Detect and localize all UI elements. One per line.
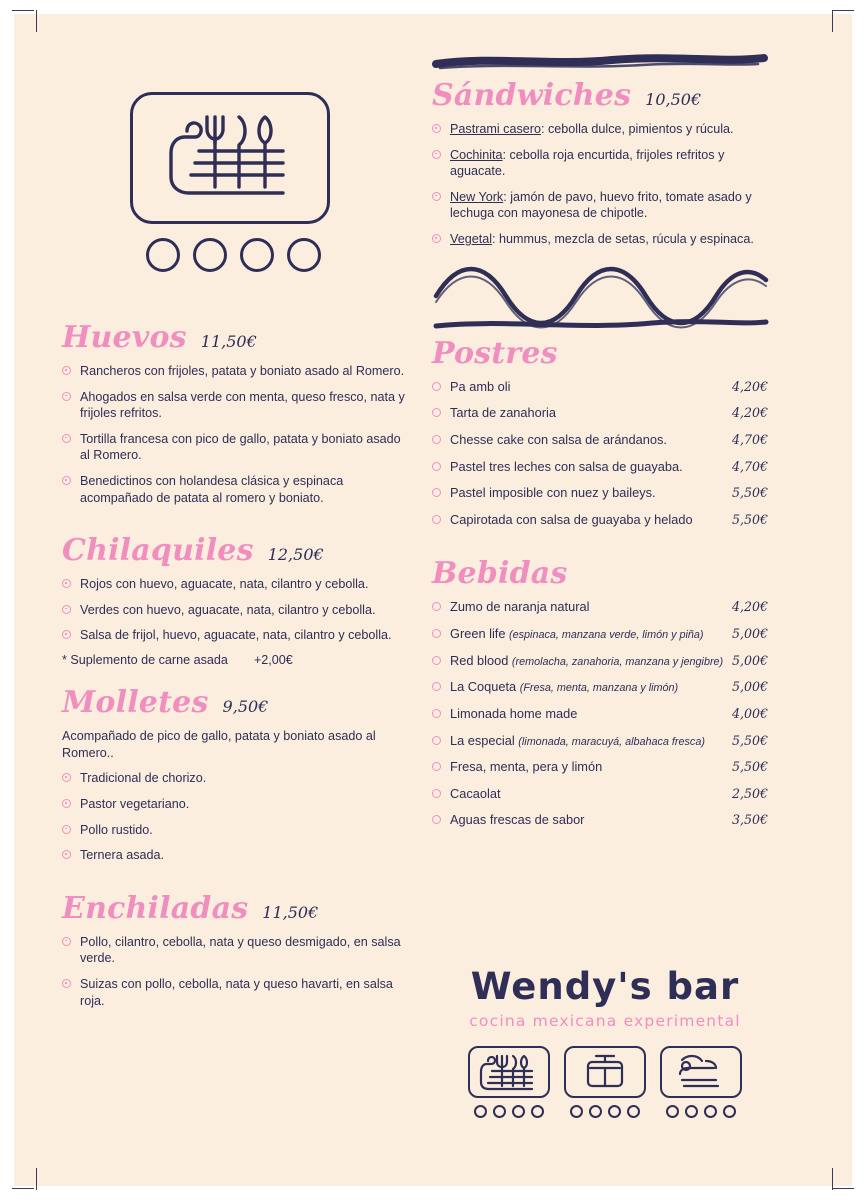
- item-name: Capirotada con salsa de guayaba y helado: [450, 511, 693, 527]
- molletes-note: Acompañado de pico de gallo, patata y boniato asado al Romero..: [62, 729, 376, 760]
- list-item: [62, 576, 412, 593]
- icon-dots: [468, 1105, 550, 1118]
- section-title: Enchiladas: [62, 890, 249, 926]
- bullet-icon: [62, 605, 71, 614]
- brand-footer: [432, 965, 778, 1118]
- item-text: Pastor vegetariano.: [80, 796, 190, 811]
- bullet-icon: [62, 392, 71, 401]
- item-name: Tarta de zanahoria: [450, 405, 556, 421]
- list-item: [62, 847, 412, 864]
- bullet-icon: [62, 850, 71, 859]
- table-row: [432, 459, 778, 476]
- item-name: Chesse cake con salsa de arándanos.: [450, 431, 667, 447]
- bullet-icon: [432, 515, 441, 524]
- left-column: [62, 320, 412, 1018]
- section-price: 11,50€: [200, 332, 257, 351]
- bullet-icon: [432, 192, 441, 201]
- item-price: 5,50€: [732, 732, 769, 748]
- bullet-icon: [62, 773, 71, 782]
- item-name: [450, 706, 732, 723]
- list-item: [432, 189, 778, 222]
- list-item: [432, 231, 778, 248]
- supplement-price: +2,00€: [253, 653, 293, 668]
- supplement-row: [62, 653, 412, 667]
- item-sub: (remolacha, zanahoria, manzana y jengibre): [511, 655, 724, 668]
- bullet-icon: [432, 789, 441, 798]
- bullet-icon: [432, 488, 441, 497]
- table-row: [432, 432, 778, 449]
- section-title: Chilaquiles: [62, 533, 254, 569]
- table-row: [432, 512, 778, 529]
- bullet-icon: [432, 815, 441, 824]
- icon-dots: [660, 1105, 742, 1118]
- item-price: 4,00€: [732, 705, 769, 721]
- list-item: [62, 389, 412, 422]
- item-price: 4,70€: [732, 431, 769, 447]
- table-row: [432, 759, 778, 776]
- list-item: [62, 934, 412, 967]
- wave-divider: [432, 262, 772, 332]
- item-name: [450, 679, 732, 696]
- bullet-icon: [432, 629, 441, 638]
- item-price: 5,00€: [732, 626, 769, 642]
- item-text: Benedictinos con holandesa clásica y espinaca acompañado de patata al romero y boniato.: [80, 474, 344, 505]
- brush-stroke-divider: [432, 52, 772, 68]
- item-name: Pa amb oli: [450, 378, 511, 394]
- item-name: [450, 733, 732, 750]
- postres-item-list: [432, 379, 778, 529]
- item-price: 5,00€: [732, 652, 769, 668]
- molletes-item-list: [62, 770, 412, 863]
- bullet-icon: [432, 435, 441, 444]
- table-row: [432, 379, 778, 396]
- item-text: Pollo, cilantro, cebolla, nata y queso desmigado, en salsa verde.: [80, 934, 401, 966]
- item-sub: (espinaca, manzana verde, limón y piña): [509, 629, 704, 642]
- huevos-item-list: [62, 363, 412, 506]
- item-label: Fresa, menta, pera y limón: [450, 759, 603, 775]
- item-name: [450, 626, 732, 643]
- bullet-icon: [432, 124, 441, 133]
- section-chilaquiles: [62, 533, 412, 667]
- bullet-icon: [432, 382, 441, 391]
- item-name: New York: [450, 189, 504, 204]
- item-text: Verdes con huevo, aguacate, nata, cilantro y cebolla.: [80, 602, 376, 617]
- item-desc: : hummus, mezcla de setas, rúcula y espinaca.: [492, 232, 754, 247]
- cutlery-logo-icon: [130, 92, 340, 282]
- bullet-icon: [432, 736, 441, 745]
- item-name: [450, 599, 732, 616]
- item-price: 3,50€: [732, 812, 769, 828]
- cutlery-icon: [468, 1046, 550, 1118]
- section-bebidas: [432, 556, 778, 829]
- bullet-icon: [432, 656, 441, 665]
- item-price: 4,20€: [732, 599, 769, 615]
- item-name: [450, 759, 732, 776]
- section-title: Postres: [432, 335, 558, 371]
- item-desc: : jamón de pavo, huevo frito, tomate asado y lechuga con mayonesa de chipotle.: [450, 189, 752, 221]
- item-text: Salsa de frijol, huevo, aguacate, nata, cilantro y cebolla.: [80, 628, 392, 643]
- item-text: Tortilla francesa con pico de gallo, patata y boniato asado al Romero.: [80, 431, 401, 463]
- item-price: 5,50€: [732, 759, 769, 775]
- item-price: 4,20€: [732, 378, 769, 394]
- item-label: Limonada home made: [450, 705, 578, 721]
- item-name: [450, 786, 732, 803]
- section-huevos: [62, 320, 412, 506]
- sandwiches-item-list: [432, 121, 778, 248]
- logo-dots: [146, 238, 340, 272]
- item-label: Zumo de naranja natural: [450, 599, 590, 615]
- brand-name: Wendy's bar: [470, 965, 740, 1008]
- item-label: La especial: [450, 732, 519, 748]
- item-text: Ternera asada.: [80, 848, 165, 863]
- chilaquiles-item-list: [62, 576, 412, 644]
- item-label: Red blood: [450, 652, 512, 668]
- supplement-label: * Suplemento de carne asada: [62, 653, 228, 668]
- item-text: Suizas con pollo, cebolla, nata y queso havarti, en salsa roja.: [80, 976, 393, 1008]
- item-text: Rancheros con frijoles, patata y boniato asado al Romero.: [80, 364, 405, 378]
- section-price: 9,50€: [222, 697, 269, 717]
- list-item: [432, 147, 778, 180]
- bullet-icon: [62, 979, 71, 988]
- item-price: 4,70€: [732, 458, 769, 474]
- list-item: [62, 602, 412, 619]
- item-name: Cochinita: [450, 147, 503, 162]
- icon-dots: [564, 1105, 646, 1118]
- table-row: [432, 599, 778, 616]
- item-desc: : cebolla roja encurtida, frijoles refritos y aguacate.: [450, 147, 725, 179]
- bullet-icon: [62, 579, 71, 588]
- bullet-icon: [432, 602, 441, 611]
- bullet-icon: [62, 434, 71, 443]
- table-row: [432, 653, 778, 670]
- item-desc: : cebolla dulce, pimientos y rúcula.: [541, 122, 734, 136]
- item-price: 5,50€: [732, 511, 769, 527]
- bullet-icon: [62, 630, 71, 639]
- bebidas-item-list: [432, 599, 778, 829]
- section-price: 12,50€: [267, 545, 324, 565]
- right-column: [432, 52, 778, 839]
- table-row: [432, 405, 778, 422]
- bullet-icon: [432, 408, 441, 417]
- item-price: 2,50€: [732, 785, 769, 801]
- bullet-icon: [62, 799, 71, 808]
- item-label: Green life: [450, 626, 510, 642]
- table-row: [432, 812, 778, 829]
- bullet-icon: [62, 825, 71, 834]
- list-item: [62, 822, 412, 839]
- section-molletes: [62, 685, 412, 864]
- item-sub: (Fresa, menta, manzana y limón): [519, 682, 679, 695]
- item-name: [450, 812, 732, 829]
- item-price: 5,00€: [732, 679, 769, 695]
- bullet-icon: [432, 762, 441, 771]
- list-item: [62, 363, 412, 380]
- brand-icon-row: [432, 1046, 778, 1118]
- bullet-icon: [62, 366, 71, 375]
- list-item: [62, 796, 412, 813]
- section-price: 10,50€: [645, 90, 702, 109]
- section-title: Molletes: [62, 685, 209, 721]
- bullet-icon: [432, 234, 441, 243]
- list-item: [62, 976, 412, 1009]
- enchiladas-item-list: [62, 934, 412, 1009]
- table-row: [432, 626, 778, 643]
- table-row: [432, 485, 778, 502]
- item-text: Tradicional de chorizo.: [80, 771, 207, 786]
- table-row: [432, 733, 778, 750]
- bullet-icon: [432, 709, 441, 718]
- list-item: [62, 627, 412, 644]
- toaster-icon: [564, 1046, 646, 1118]
- section-title: Sándwiches: [432, 78, 632, 113]
- item-sub: (limonada, maracuyá, albahaca fresca): [518, 735, 705, 748]
- section-sandwiches: [432, 78, 778, 248]
- table-row: [432, 706, 778, 723]
- item-text: Rojos con huevo, aguacate, nata, cilantro y cebolla.: [80, 577, 369, 592]
- item-name: Pastrami casero: [450, 122, 541, 136]
- pan-icon: [660, 1046, 742, 1118]
- section-title: Huevos: [62, 320, 187, 355]
- item-label: Cacaolat: [450, 785, 501, 801]
- brand-tagline: cocina mexicana experimental: [469, 1012, 741, 1030]
- table-row: [432, 786, 778, 803]
- item-name: Vegetal: [450, 232, 493, 247]
- section-postres: [432, 336, 778, 529]
- list-item: [62, 431, 412, 464]
- bullet-icon: [432, 150, 441, 159]
- item-price: 4,20€: [732, 405, 769, 421]
- section-enchiladas: [62, 891, 412, 1009]
- table-row: [432, 679, 778, 696]
- item-name: [450, 653, 732, 670]
- list-item: [62, 473, 412, 506]
- item-text: Pollo rustido.: [80, 822, 153, 837]
- item-label: La Coqueta: [450, 679, 520, 695]
- bullet-icon: [62, 476, 71, 485]
- section-price: 11,50€: [262, 902, 319, 922]
- item-label: Aguas frescas de sabor: [450, 812, 585, 828]
- section-title: Bebidas: [432, 556, 568, 592]
- list-item: [62, 770, 412, 787]
- item-name: Pastel tres leches con salsa de guayaba.: [450, 458, 683, 474]
- list-item: [432, 121, 778, 138]
- bullet-icon: [432, 462, 441, 471]
- bullet-icon: [432, 682, 441, 691]
- item-name: Pastel imposible con nuez y baileys.: [450, 485, 656, 501]
- item-text: Ahogados en salsa verde con menta, queso fresco, nata y frijoles refritos.: [80, 389, 405, 421]
- bullet-icon: [62, 937, 71, 946]
- item-price: 5,50€: [732, 485, 769, 501]
